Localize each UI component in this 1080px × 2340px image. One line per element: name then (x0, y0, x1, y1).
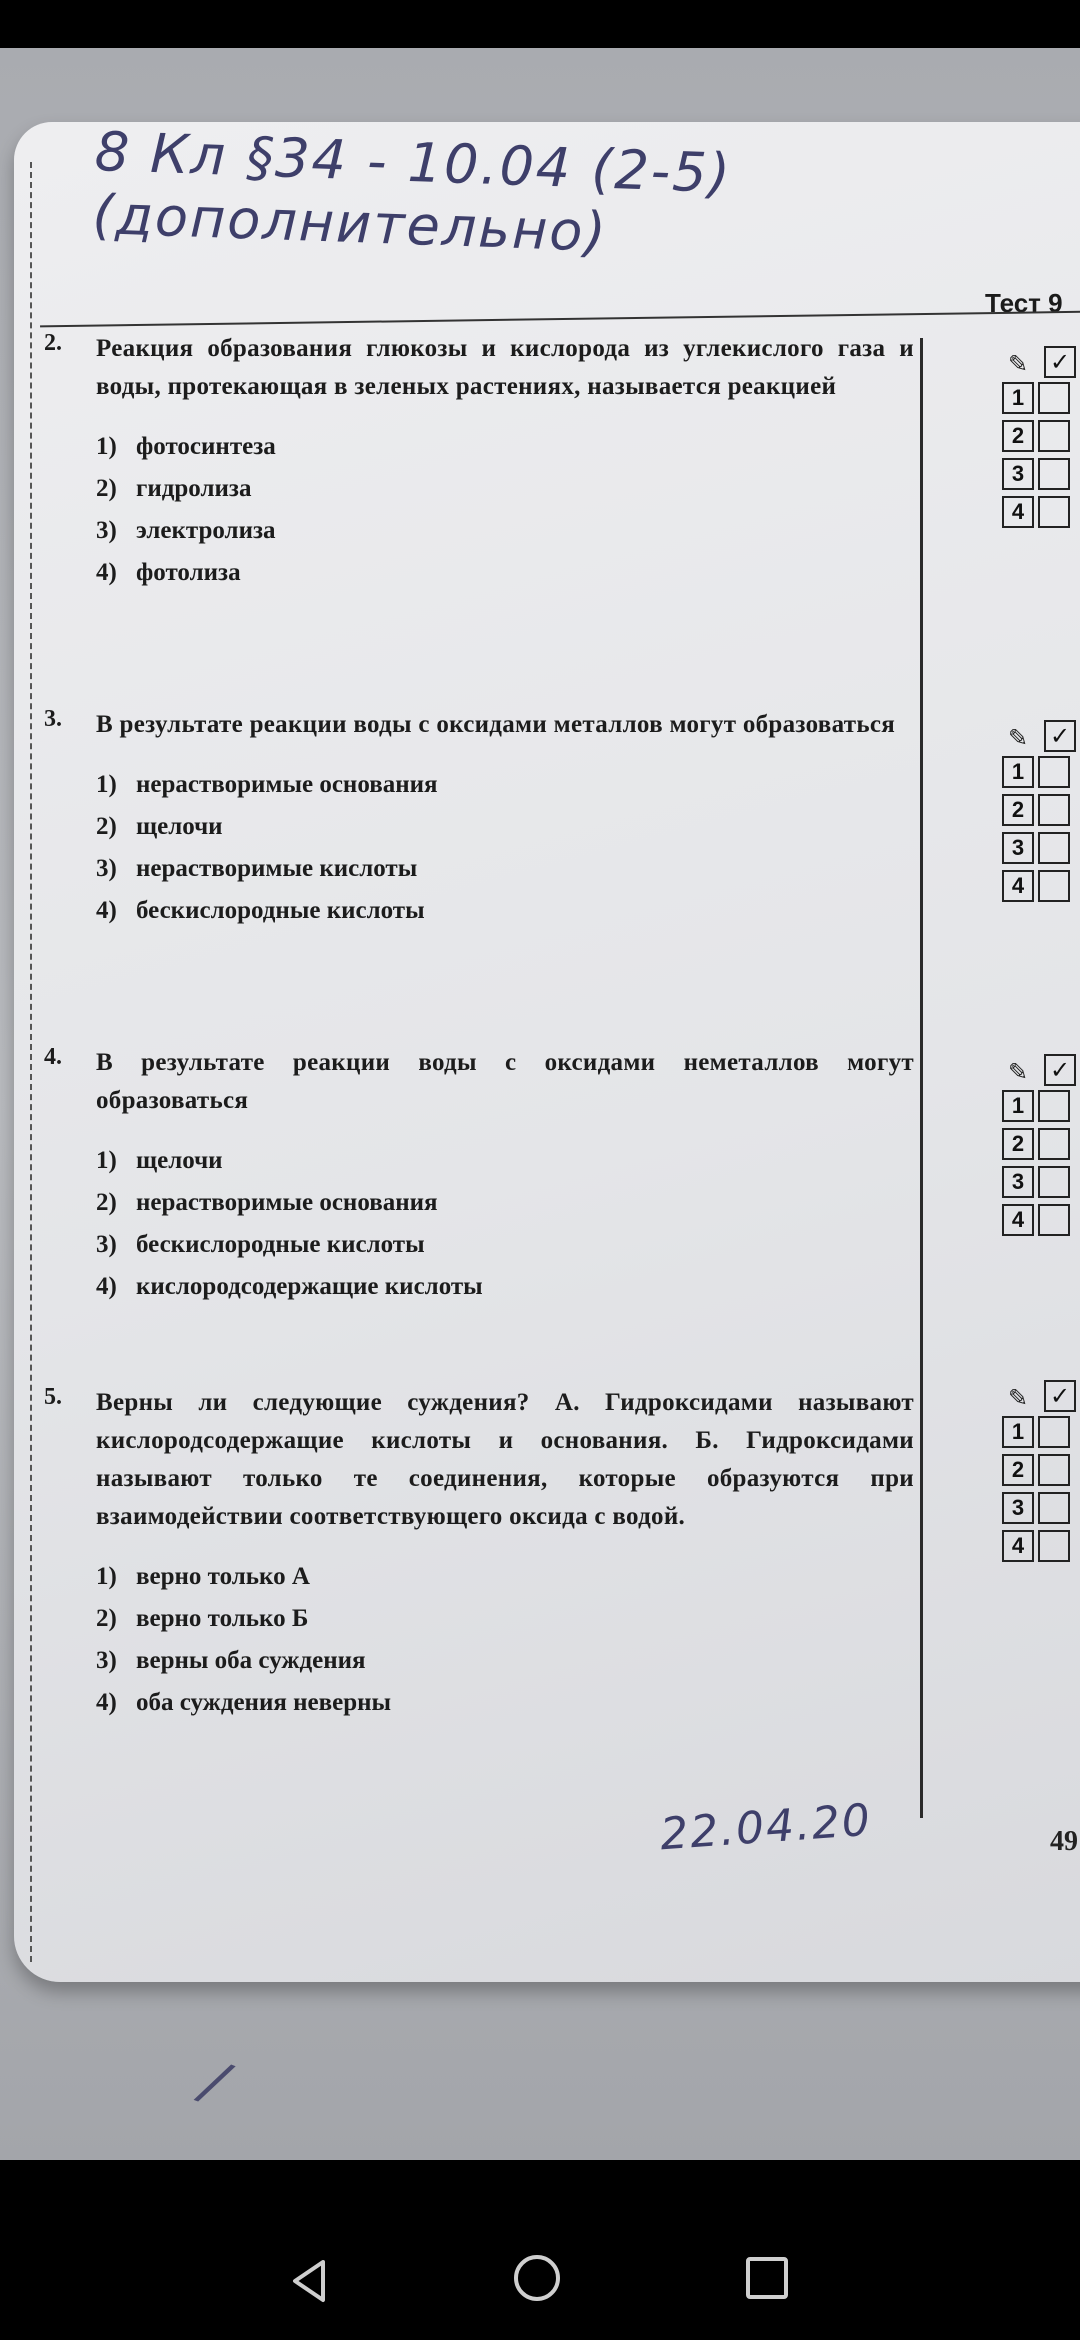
question-number: 3. (44, 706, 62, 732)
pen-icon: ✎ (1008, 1060, 1029, 1086)
answer-option: 3) верны оба суждения (96, 1647, 366, 1674)
option-number: 1 (1002, 756, 1034, 788)
check-icon: ✓ (1044, 1380, 1076, 1412)
answer-option: 1) нерастворимые основания (96, 771, 438, 798)
question-4 (44, 1044, 914, 1308)
question-number: 4. (44, 1044, 62, 1070)
answer-cell[interactable] (1038, 756, 1070, 788)
answer-cell[interactable] (1038, 794, 1070, 826)
check-icon: ✓ (1044, 1054, 1076, 1086)
answer-cell[interactable] (1038, 1204, 1070, 1236)
answer-cell[interactable] (1038, 1454, 1070, 1486)
answer-option: 4) фотолиза (96, 559, 241, 586)
question-text: В результате реакции воды с оксидами неметаллов могут образоваться (96, 1049, 914, 1114)
answer-option: 3) бескислородные кислоты (96, 1231, 425, 1258)
answer-list (96, 764, 914, 932)
answer-cell[interactable] (1038, 382, 1070, 414)
pen-icon: ✎ (1008, 352, 1029, 378)
question-text: Реакция образования глюкозы и кислорода из углекислого газа и воды, протекающая в зеленых растениях, называется реакцией (96, 335, 914, 400)
option-number: 3 (1002, 458, 1034, 490)
answer-option: 4) бескислородные кислоты (96, 897, 425, 924)
option-number: 2 (1002, 794, 1034, 826)
option-number: 3 (1002, 1492, 1034, 1524)
pen-icon: ✎ (1008, 726, 1029, 752)
answer-box-q3 (998, 720, 1078, 906)
option-number: 3 (1002, 1166, 1034, 1198)
pen-icon: ✎ (1008, 1386, 1029, 1412)
test-label: Тест 9 (985, 288, 1063, 318)
check-icon: ✓ (1044, 720, 1076, 752)
option-number: 2 (1002, 1454, 1034, 1486)
question-2 (44, 330, 914, 594)
option-number: 2 (1002, 420, 1034, 452)
column-divider (920, 338, 923, 1818)
answer-option: 1) щелочи (96, 1147, 223, 1174)
option-number: 3 (1002, 832, 1034, 864)
answer-option: 1) фотосинтеза (96, 433, 276, 460)
back-icon[interactable] (287, 2258, 333, 2304)
answer-option: 2) нерастворимые основания (96, 1189, 438, 1216)
answer-cell[interactable] (1038, 1416, 1070, 1448)
answer-box-q5 (998, 1380, 1078, 1566)
answer-cell[interactable] (1038, 1166, 1070, 1198)
answer-option: 4) оба суждения неверны (96, 1689, 392, 1716)
option-number: 1 (1002, 1416, 1034, 1448)
question-number: 5. (44, 1384, 62, 1410)
answer-option: 1) верно только А (96, 1563, 310, 1590)
answer-option: 2) гидролиза (96, 475, 252, 502)
recent-apps-icon[interactable] (746, 2257, 788, 2299)
page-number: 49 (1050, 1826, 1078, 1857)
option-number: 4 (1002, 870, 1034, 902)
question-text: Верны ли следующие суждения? А. Гидроксидами называют кислородсодержащие кислоты и основания. Б. Гидроксидами называют только те соединения, которые образуются при взаимодействии соответствующего оксида с водой. (96, 1389, 914, 1530)
answer-cell[interactable] (1038, 832, 1070, 864)
option-number: 1 (1002, 1090, 1034, 1122)
answer-option: 4) кислородсодержащие кислоты (96, 1273, 483, 1300)
answer-cell[interactable] (1038, 458, 1070, 490)
page-cut-line (30, 162, 32, 1962)
answer-cell[interactable] (1038, 1492, 1070, 1524)
answer-list (96, 426, 914, 594)
option-number: 4 (1002, 1204, 1034, 1236)
answer-list (96, 1140, 914, 1308)
handwritten-note: 8 Кл §34 - 10.04 (2-5) (дополнительно) (91, 120, 733, 264)
answer-box-q4 (998, 1054, 1078, 1240)
question-number: 2. (44, 330, 62, 356)
option-number: 4 (1002, 1530, 1034, 1562)
answer-box-q2 (998, 346, 1078, 532)
answer-cell[interactable] (1038, 496, 1070, 528)
navigation-bar (0, 2160, 1080, 2340)
answer-cell[interactable] (1038, 1090, 1070, 1122)
question-5 (44, 1384, 914, 1724)
answer-option: 2) щелочи (96, 813, 223, 840)
check-icon: ✓ (1044, 346, 1076, 378)
answer-cell[interactable] (1038, 1128, 1070, 1160)
answer-cell[interactable] (1038, 1530, 1070, 1562)
answer-cell[interactable] (1038, 420, 1070, 452)
answer-option: 3) нерастворимые кислоты (96, 855, 418, 882)
option-number: 1 (1002, 382, 1034, 414)
option-number: 4 (1002, 496, 1034, 528)
home-icon[interactable] (514, 2255, 560, 2301)
question-3 (44, 706, 914, 932)
answer-cell[interactable] (1038, 870, 1070, 902)
handwritten-date: 22.04.20 (658, 1794, 874, 1861)
answer-option: 3) электролиза (96, 517, 276, 544)
answer-list (96, 1556, 914, 1724)
option-number: 2 (1002, 1128, 1034, 1160)
answer-option: 2) верно только Б (96, 1605, 309, 1632)
question-text: В результате реакции воды с оксидами металлов могут образоваться (96, 711, 896, 738)
status-bar (0, 0, 1080, 48)
handwritten-mark: / (194, 2048, 237, 2117)
